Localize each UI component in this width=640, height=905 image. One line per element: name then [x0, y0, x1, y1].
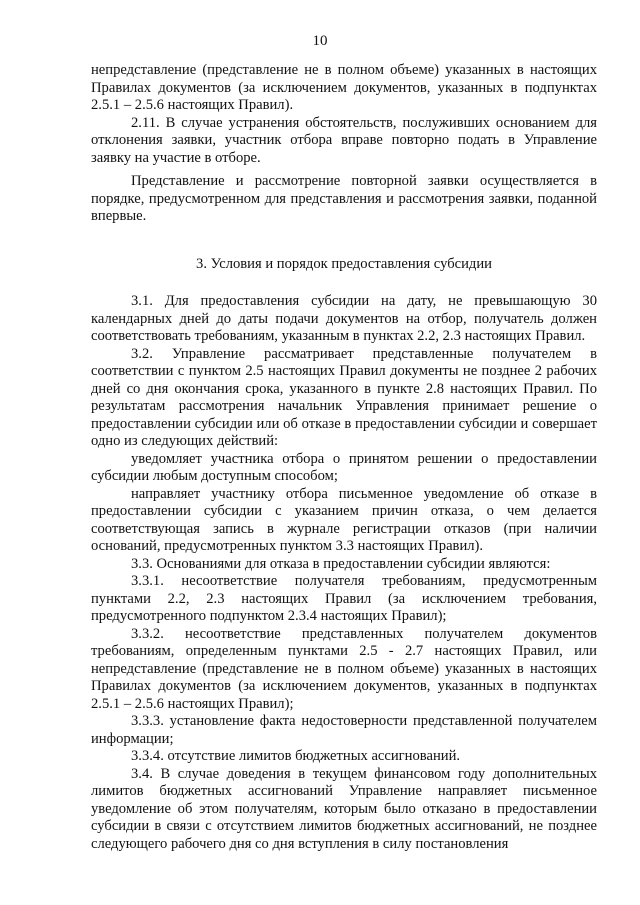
paragraph: 2.11. В случае устранения обстоятельств, послуживших основанием для отклонения заявки, участник отбора вправе повторно подать в Управление заявку на участие в отборе. [91, 114, 597, 166]
paragraph: 3.1. Для предоставления субсидии на дату, не превышающую 30 календарных дней до даты подачи документов на отбор, получатель должен соответствовать требованиям, указанным в пунктах 2.2, 2.3 настоящих Правил. [91, 293, 597, 344]
paragraph: 3.3.4. отсутствие лимитов бюджетных ассигнований. [131, 748, 461, 764]
paragraph: 3.3. Основаниями для отказа в предоставлении субсидии являются: [131, 555, 551, 572]
page-number: 10 [312, 33, 328, 49]
paragraph: непредставление (представление не в полном объеме) указанных в настоящих Правилах документов (за исключением документов, указанных в подпунктах 2.5.1 – 2.5.6 настоящих Правил). [91, 62, 597, 113]
paragraph: 3.2. Управление рассматривает представленные получателем в соответствии с пунктом 2.5 настоящих Правил документы не позднее 2 рабочих дней со дня окончания срока, указанного в пункте 2.8 настоящих Правил. По результатам рассмотрения начальник Управления принимает решение о предоставлении субсидии или об отказе в предоставлении субсидии и совершает одно из следующих действий: [91, 345, 597, 449]
paragraph: 3.3.2. несоответствие представленных получателем документов требованиям, определенным пунктами 2.5 - 2.7 настоящих Правил, или непредставление (представление не в полном объеме) указанных в настоящих Правилах документов (за исключением документов, указанных в подпунктах 2.5.1 – 2.5.6 настоящих Правил); [91, 625, 597, 712]
document-body [91, 62, 597, 853]
section-heading: 3. Условия и порядок предоставления субсидии [196, 255, 492, 272]
paragraph: 3.4. В случае доведения в текущем финансовом году дополнительных лимитов бюджетных ассигнований Управление направляет письменное уведомление об этом получателям, которым было отказано в предоставлении субсидии в связи с отсутствием лимитов бюджетных ассигнований, не позднее следующего рабочего дня со дня вступления в силу постановления [91, 765, 597, 852]
paragraph: уведомляет участника отбора о принятом решении о предоставлении субсидии любым доступным способом; [91, 450, 597, 484]
paragraph: 3.3.1. несоответствие получателя требованиям, предусмотренным пунктами 2.2, 2.3 настоящих Правил (за исключением требования, предусмотренного подпунктом 2.3.4 настоящих Правил); [91, 573, 597, 624]
paragraph: направляет участнику отбора письменное уведомление об отказе в предоставлении субсидии с указанием причин отказа, о чем делается соответствующая запись в журнале регистрации отказов (при наличии оснований, предусмотренных пунктом 3.3 настоящих Правил). [91, 485, 597, 554]
paragraph: 3.3.3. установление факта недостоверности представленной получателем информации; [91, 713, 597, 747]
paragraph: Представление и рассмотрение повторной заявки осуществляется в порядке, предусмотренном для представления и рассмотрения заявки, поданной впервые. [91, 173, 597, 224]
